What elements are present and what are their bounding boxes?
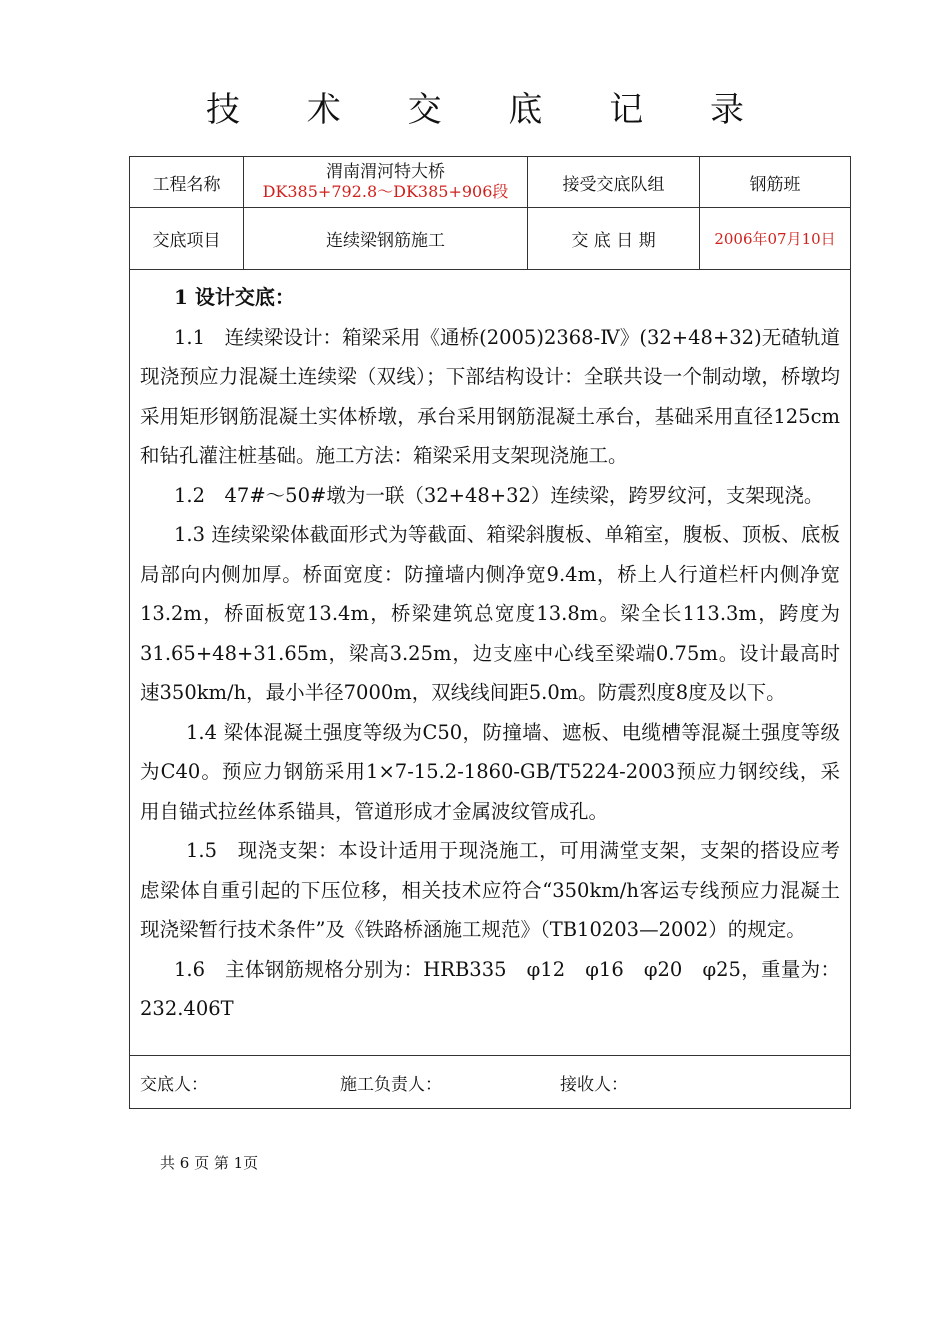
receiver-signature: 接收人： [560,1074,628,1095]
paragraph-1-3: 1.3 连续梁梁体截面形式为等截面、箱梁斜腹板、单箱室，腹板、顶板、底板局部向内侧加厚。桥面宽度：防撞墙内侧净宽9.4m，桥上人行道栏杆内侧净宽13.2m，桥面板宽13.4m，桥梁建筑总宽度13.8m。梁全长113.3m，跨度为31.65+48+31.65m，梁高3.25m，边支座中心线至梁端0.75m。设计最高时速350km/h，最小半径7000m，双线线间距5.0m。防震烈度8度及以下。 [140,523,840,704]
record-form [129,156,851,1109]
form-row-content [130,270,851,1056]
presenter-signature: 交底人： [140,1074,208,1095]
content-cell [130,270,851,1056]
form-row-signatures [130,1056,851,1109]
signature-cell [130,1056,851,1109]
item-label: 交底项目 [130,208,244,270]
team-value: 钢筋班 [700,157,851,208]
paragraph-1-2: 1.2 47#～50#墩为一联（32+48+32）连续梁，跨罗纹河，支架现浇。 [174,483,824,507]
date-value: 2006年07月10日 [714,229,836,248]
section-heading: 1 设计交底： [174,285,295,309]
project-name: 渭南渭河特大桥 [326,162,445,182]
item-value: 连续梁钢筋施工 [244,208,528,270]
paragraph-1-5: 1.5 现浇支架：本设计适用于现浇施工，可用满堂支架，支架的搭设应考虑梁体自重引起的下压位移，相关技术应符合“350km/h客运专线预应力混凝土现浇梁暂行技术条件”及《铁路桥涵施工规范》（TB10203—2002）的规定。 [140,839,840,941]
content-body [130,270,850,1029]
project-label: 工程名称 [130,157,244,208]
project-range: DK385+792.8～DK385+906段 [262,182,509,201]
project-cell [244,157,528,208]
date-label: 交 底 日 期 [528,208,700,270]
paragraph-1-6: 1.6 主体钢筋规格分别为：HRB335 φ12 φ16 φ20 φ25，重量为：232.406T [140,957,840,1020]
construction-lead-signature: 施工负责人： [340,1074,442,1095]
paragraph-1-1: 1.1 连续梁设计：箱梁采用《通桥(2005)2368-Ⅳ》(32+48+32)无碴轨道现浇预应力混凝土连续梁（双线）；下部结构设计：全联共设一个制动墩，桥墩均采用矩形钢筋混凝土实体桥墩，承台采用钢筋混凝土承台，基础采用直径125cm和钻孔灌注桩基础。施工方法：箱梁采用支架现浇施工。 [140,325,840,467]
form-row-item [130,208,851,270]
form-row-project [130,157,851,208]
date-cell [700,208,851,270]
page-counter: 共 6 页 第 1页 [160,1154,259,1172]
team-label: 接受交底队组 [528,157,700,208]
page-title: 技 术 交 底 记 录 [205,90,773,130]
paragraph-1-4: 1.4 梁体混凝土强度等级为C50，防撞墙、遮板、电缆槽等混凝土强度等级为C40。预应力钢筋采用1×7-15.2-1860-GB/T5224-2003预应力钢绞线，采用自锚式拉丝体系锚具，管道形成才金属波纹管成孔。 [140,720,840,823]
